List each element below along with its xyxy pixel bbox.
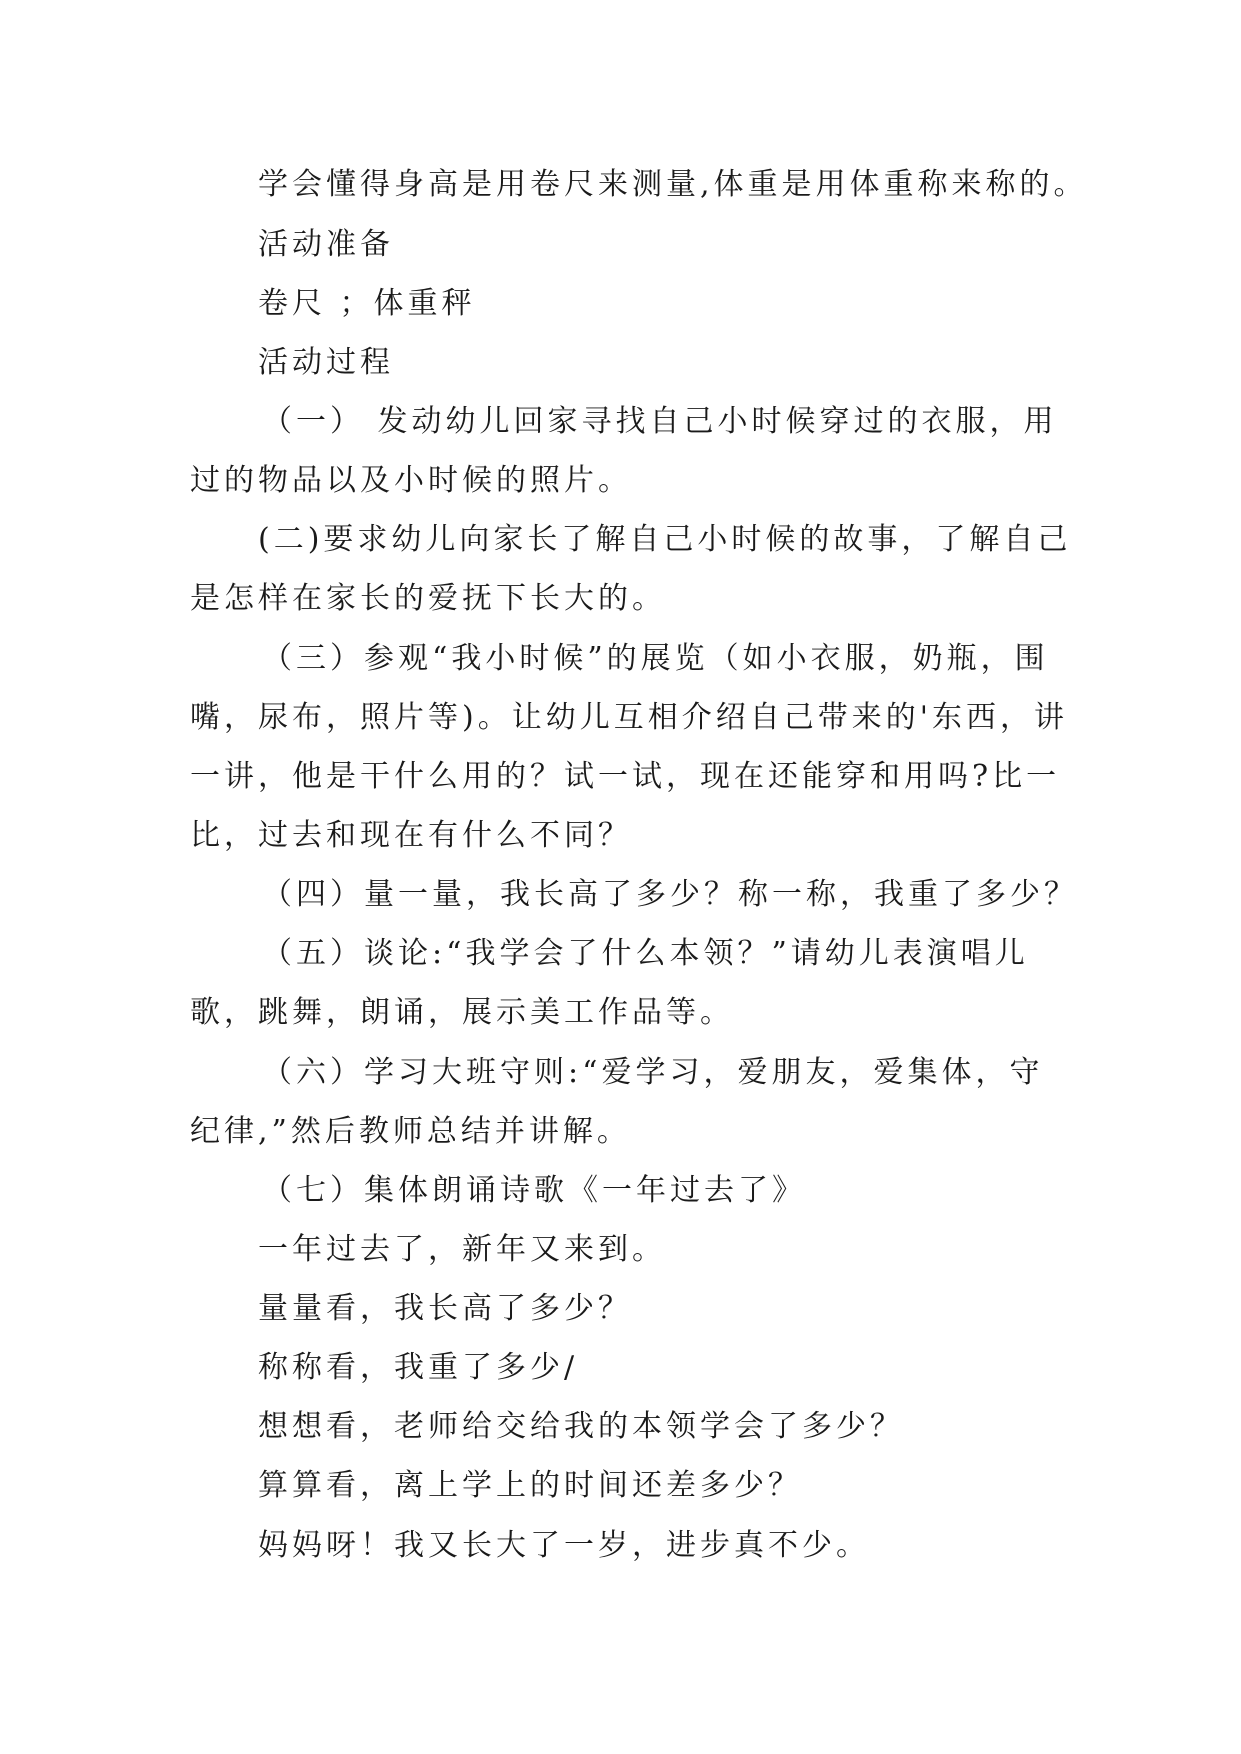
text-line: （五）谈论:“我学会了什么本领？”请幼儿表演唱儿: [262, 936, 1029, 971]
text-line: （六）学习大班守则:“爱学习，爱朋友，爱集体，守: [262, 1055, 1044, 1090]
poem-line: 算算看，离上学上的时间还差多少？: [258, 1468, 802, 1503]
text-line: 一讲，他是干什么用的？试一试，现在还能穿和用吗?比一: [190, 759, 1061, 794]
text-line: （三）参观“我小时候”的展览（如小衣服，奶瓶，围: [262, 641, 1049, 676]
text-line: 歌，跳舞，朗诵，展示美工作品等。: [190, 995, 734, 1030]
poem-line: 想想看，老师给交给我的本领学会了多少？: [258, 1409, 904, 1444]
text-line: 嘴，尿布，照片等)。让幼儿互相介绍自己带来的'东西，讲: [190, 700, 1068, 735]
poem-line: 称称看，我重了多少/: [258, 1350, 579, 1385]
text-line: 学会懂得身高是用卷尺来测量,体重是用体重称来称的。: [258, 167, 1088, 202]
text-line: 过的物品以及小时候的照片。: [190, 463, 632, 498]
poem-line: 一年过去了，新年又来到。: [258, 1232, 666, 1267]
text-line: （四）量一量，我长高了多少？称一称，我重了多少？: [262, 877, 1078, 912]
section-heading: 活动过程: [258, 345, 394, 380]
section-heading: 活动准备: [258, 227, 394, 262]
text-line: 是怎样在家长的爱抚下长大的。: [190, 581, 666, 616]
text-line: (二)要求幼儿向家长了解自己小时候的故事，了解自己: [258, 522, 1072, 557]
text-line: 卷尺 ；体重秤: [258, 286, 476, 321]
text-line: （一） 发动幼儿回家寻找自己小时候穿过的衣服，用: [262, 404, 1058, 439]
poem-line: 妈妈呀！我又长大了一岁，进步真不少。: [258, 1528, 870, 1563]
poem-line: 量量看，我长高了多少？: [258, 1291, 632, 1326]
text-line: （七）集体朗诵诗歌《一年过去了》: [262, 1173, 806, 1208]
text-line: 纪律,”然后教师总结并讲解。: [190, 1114, 631, 1149]
text-line: 比，过去和现在有什么不同？: [190, 818, 632, 853]
